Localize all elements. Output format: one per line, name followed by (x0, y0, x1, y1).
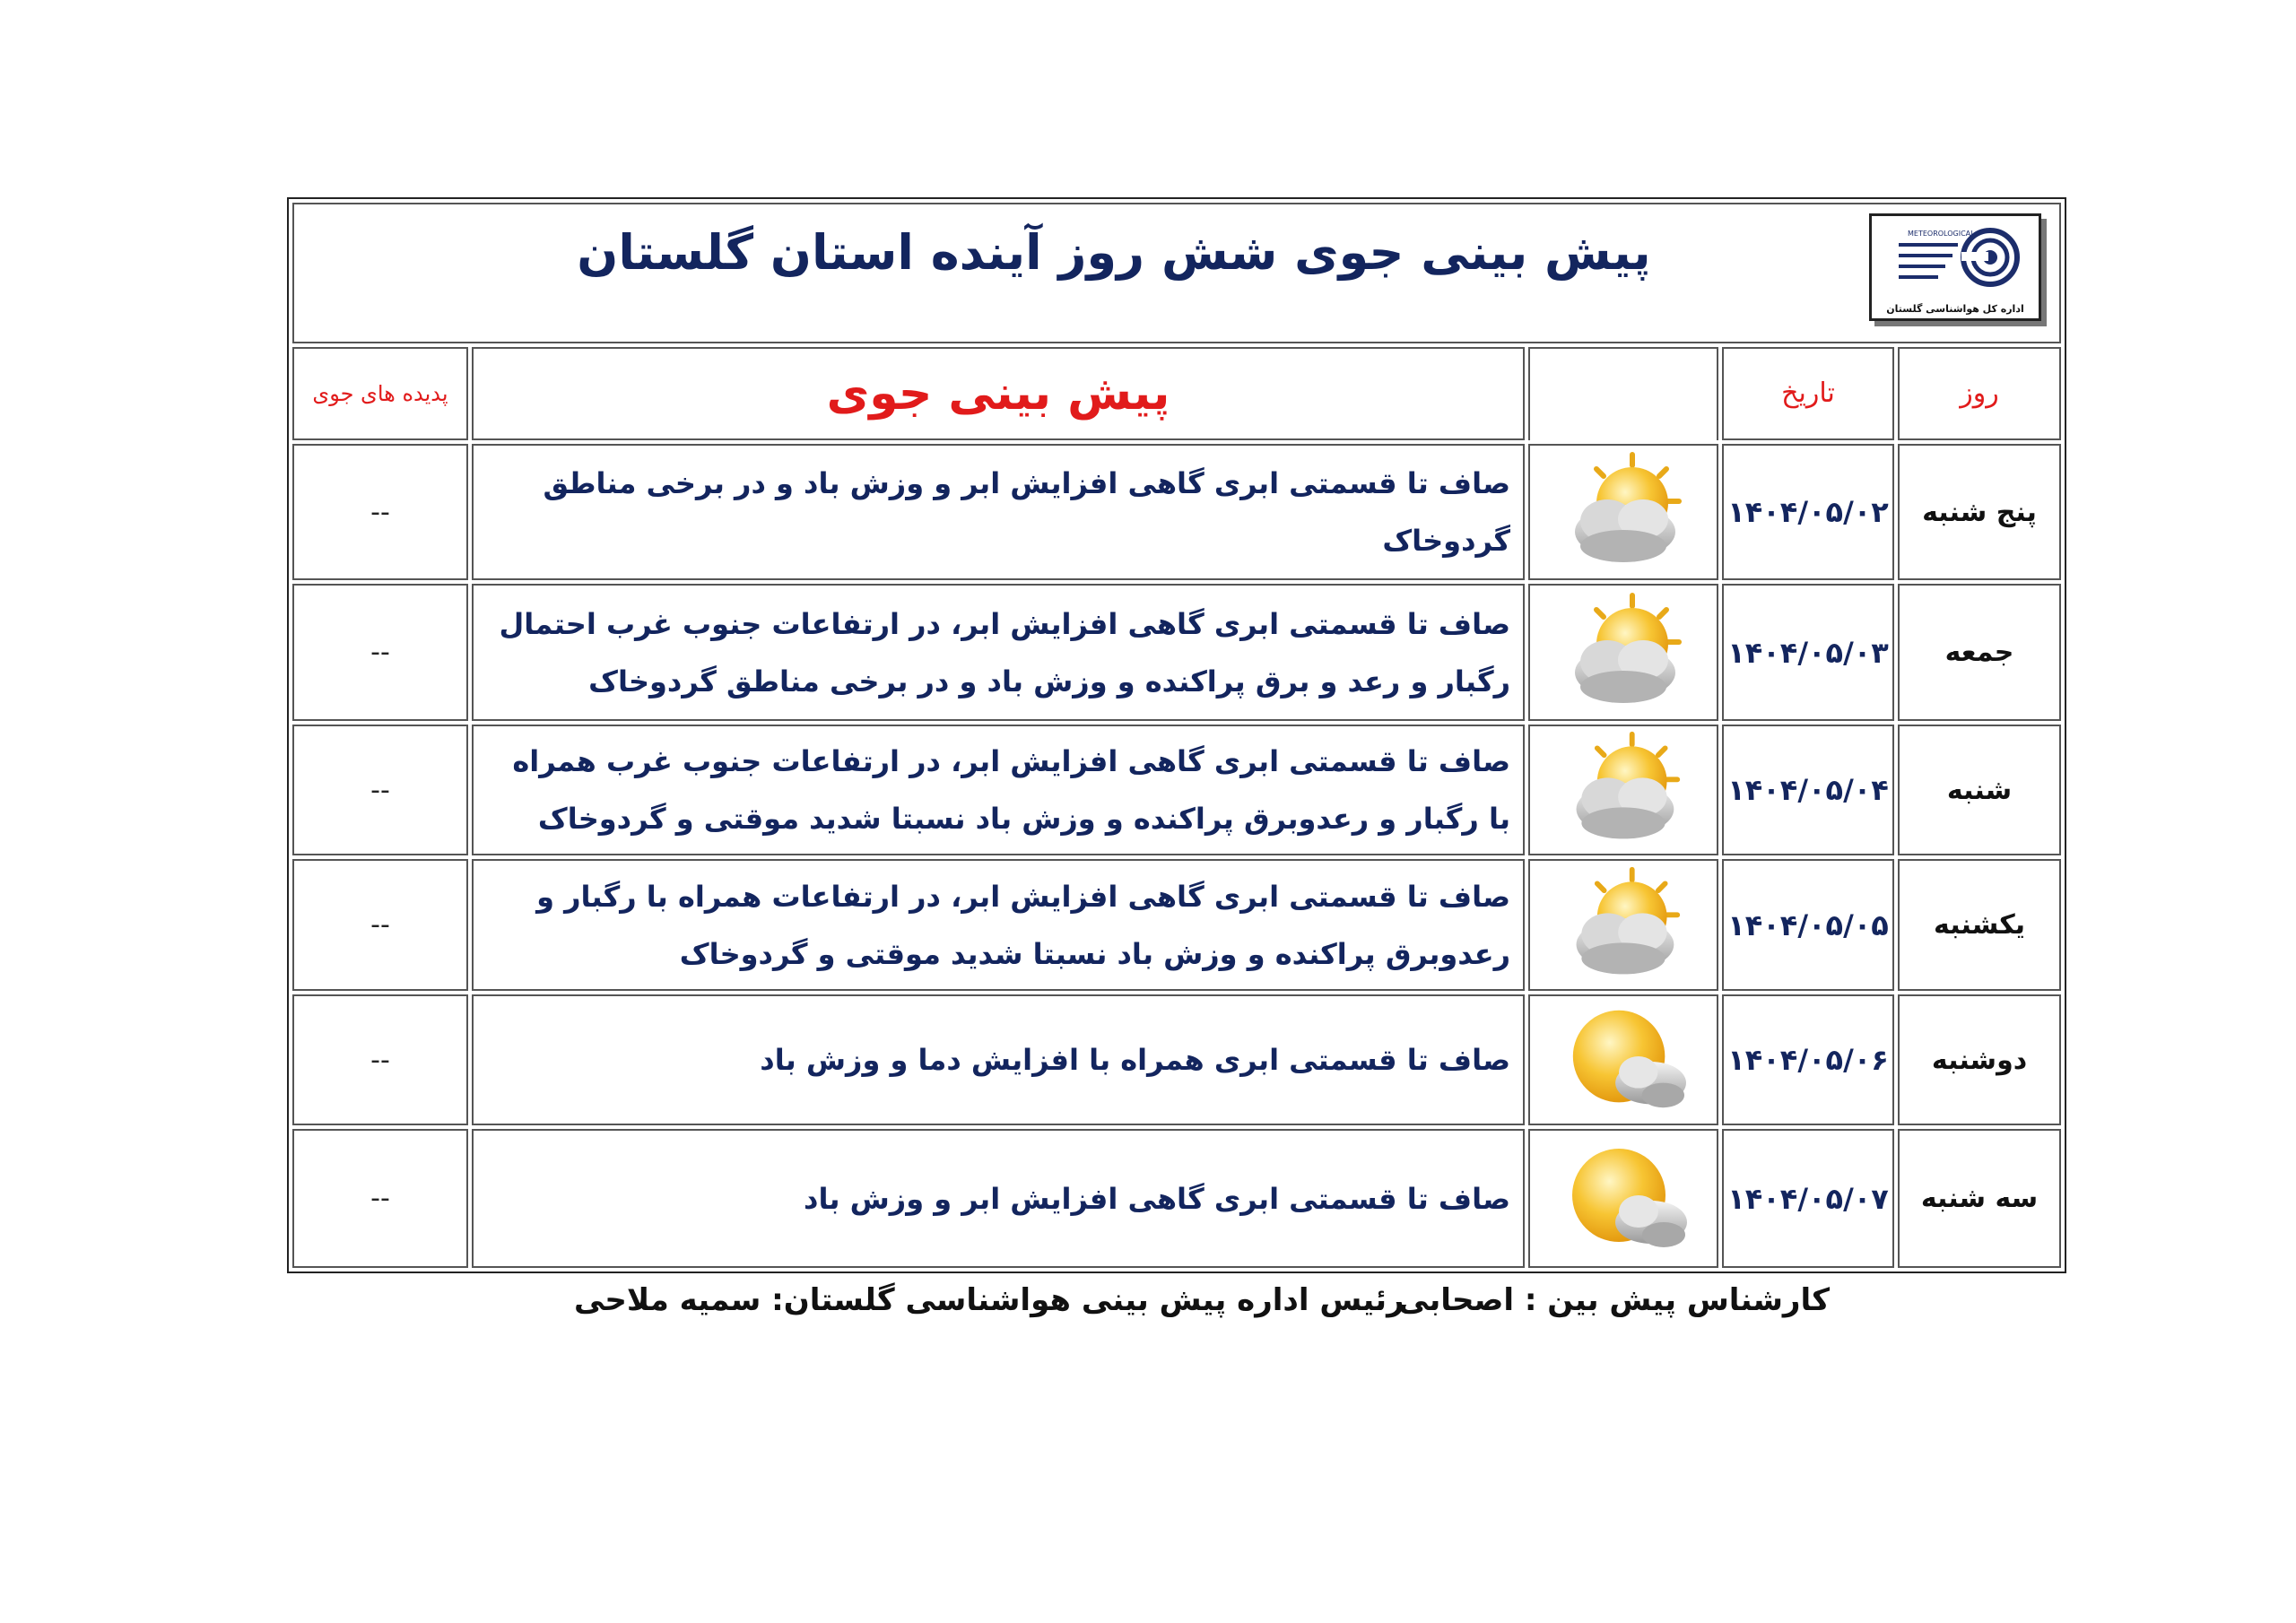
phenomena-cell: -- (292, 444, 468, 581)
weather-icon-cell (1528, 444, 1718, 581)
partly-cloudy-icon (1561, 729, 1686, 851)
date-cell: ۱۴۰۴/۰۵/۰۷ (1722, 1129, 1894, 1268)
forecast-description: صاف تا قسمتی ابری گاهی افزایش ابر، در ارتفاعات همراه با رگبار و رعدوبرق پراکنده و وزش باد نسبتا شدید موقتی و گردوخاک (472, 859, 1525, 991)
day-cell: سه شنبه (1898, 1129, 2061, 1268)
weather-icon-cell (1528, 584, 1718, 721)
forecast-description: صاف تا قسمتی ابری همراه با افزایش دما و وزش باد (472, 994, 1525, 1126)
phenomena-cell: -- (292, 994, 468, 1126)
forecast-description: صاف تا قسمتی ابری گاهی افزایش ابر، در ارتفاعات جنوب غرب همراه با رگبار و رعدوبرق پراکنده و وزش باد نسبتا شدید موقتی و گردوخاک (472, 725, 1525, 856)
table-row (292, 725, 2061, 856)
title-cell (292, 203, 2061, 343)
header-forecast: پیش بینی جوی (472, 347, 1525, 440)
date-cell: ۱۴۰۴/۰۵/۰۶ (1722, 994, 1894, 1126)
weather-icon-cell (1528, 859, 1718, 991)
day-cell: شنبه (1898, 725, 2061, 856)
header-phenomena: پدیده های جوی (292, 347, 468, 440)
weather-icon-cell (1528, 1129, 1718, 1268)
partly-cloudy-icon (1561, 449, 1686, 575)
day-cell: پنج شنبه (1898, 444, 2061, 581)
day-cell: جمعه (1898, 584, 2061, 721)
svg-text:METEOROLOGICAL: METEOROLOGICAL (1908, 230, 1975, 238)
office-head-name: رئیس اداره پیش بینی هواشناسی گلستان: سمیه ملاحی (574, 1282, 1405, 1318)
partly-cloudy-icon (1561, 590, 1686, 716)
table-row (292, 859, 2061, 991)
header-date: تاریخ (1722, 347, 1894, 440)
sunny-cloud-icon (1558, 1135, 1689, 1263)
forecaster-name: کارشناس پیش بین : اصحابی (1398, 1282, 1830, 1318)
page-title: پیش بینی جوی شش روز آینده استان گلستان (577, 224, 1651, 281)
signature-footer (287, 1282, 2045, 1336)
date-cell: ۱۴۰۴/۰۵/۰۵ (1722, 859, 1894, 991)
meteorology-emblem-icon (1872, 216, 2039, 297)
weather-icon-cell (1528, 725, 1718, 856)
header-icon-blank (1528, 347, 1718, 440)
phenomena-cell: -- (292, 859, 468, 991)
weather-icon-cell (1528, 994, 1718, 1126)
date-cell: ۱۴۰۴/۰۵/۰۴ (1722, 725, 1894, 856)
table-row (292, 584, 2061, 721)
day-cell: دوشنبه (1898, 994, 2061, 1126)
phenomena-cell: -- (292, 725, 468, 856)
date-cell: ۱۴۰۴/۰۵/۰۲ (1722, 444, 1894, 581)
day-cell: یکشنبه (1898, 859, 2061, 991)
organization-logo (1869, 213, 2041, 321)
table-row (292, 994, 2061, 1126)
sunny-cloud-icon (1558, 998, 1689, 1122)
forecast-table (287, 197, 2066, 1273)
phenomena-cell: -- (292, 1129, 468, 1268)
forecast-document (287, 197, 2045, 1273)
phenomena-cell: -- (292, 584, 468, 721)
logo-caption: اداره کل هواشناسی گلستان (1886, 303, 2024, 315)
forecast-description: صاف تا قسمتی ابری گاهی افزایش ابر و وزش باد و در برخی مناطق گردوخاک (472, 444, 1525, 581)
partly-cloudy-icon (1561, 864, 1686, 986)
header-day: روز (1898, 347, 2061, 440)
forecast-description: صاف تا قسمتی ابری گاهی افزایش ابر و وزش باد (472, 1129, 1525, 1268)
forecast-description: صاف تا قسمتی ابری گاهی افزایش ابر، در ارتفاعات جنوب غرب احتمال رگبار و رعد و برق پراکنده و وزش باد و در برخی مناطق گردوخاک (472, 584, 1525, 721)
date-cell: ۱۴۰۴/۰۵/۰۳ (1722, 584, 1894, 721)
table-row (292, 1129, 2061, 1268)
table-row (292, 444, 2061, 581)
